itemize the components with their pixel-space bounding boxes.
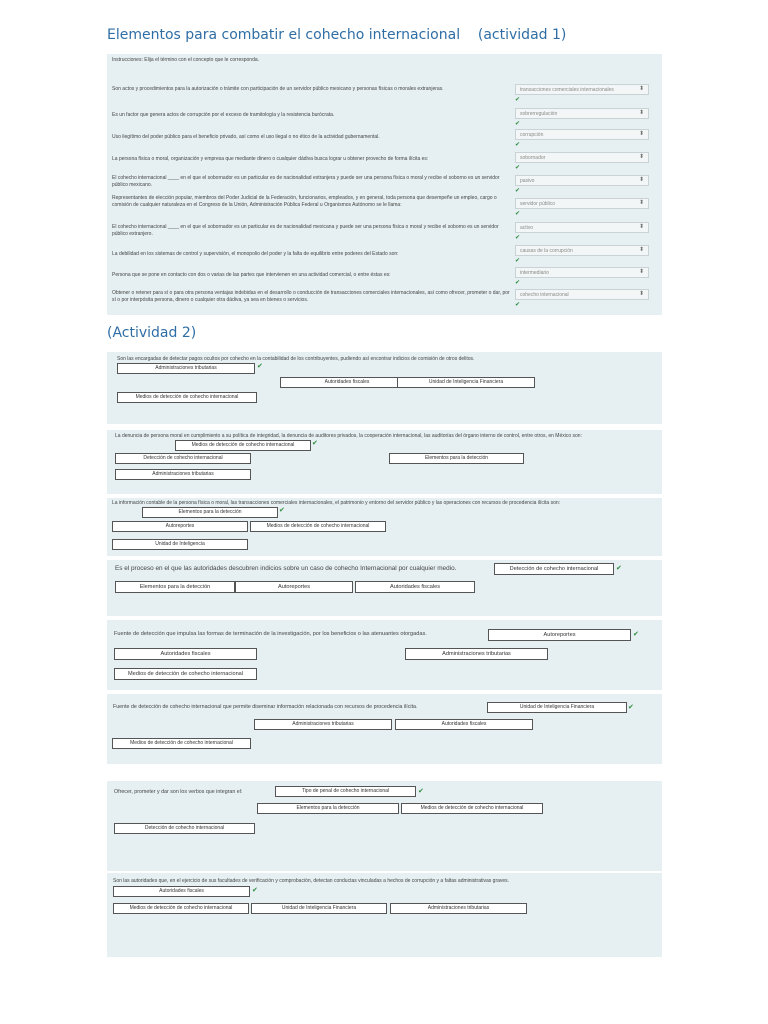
answer-drop-box[interactable]: Tipo de penal de cohecho internacional (275, 786, 416, 797)
select-value: sobrerregulación (520, 111, 558, 117)
dropdown-arrow-icon: ⬍ (638, 177, 644, 183)
dropdown-arrow-icon: ⬍ (638, 86, 644, 92)
answer-select[interactable] (515, 129, 649, 140)
draggable-option[interactable]: Unidad de Inteligencia (112, 539, 248, 550)
answer-select[interactable] (515, 175, 649, 186)
draggable-option[interactable]: Autoreportes (235, 581, 353, 593)
draggable-option[interactable]: Medios de detección de cohecho internacional (117, 392, 257, 403)
question-text: Persona que se pone en contacto con dos o varias de las partes que intervienen en una actividad comercial, o entre éstas es: (112, 272, 391, 278)
draggable-option[interactable]: Administraciones tributarias (405, 648, 548, 660)
draggable-option[interactable]: Administraciones tributarias (254, 719, 392, 730)
dropdown-arrow-icon: ⬍ (638, 247, 644, 253)
draggable-option[interactable]: Elementos para la detección (257, 803, 399, 814)
answer-select[interactable] (515, 222, 649, 233)
select-value: sobornador (520, 155, 546, 161)
draggable-option[interactable]: Elementos para la detección (115, 581, 235, 593)
check-icon: ✔ (628, 704, 634, 711)
question-text: La debilidad en los sistemas de control y supervisión, el monopolio del poder y la falta de equilibrio entre poderes del Estado son: (112, 251, 399, 257)
draggable-option[interactable]: Autoridades fiscales (280, 377, 414, 388)
question-block (107, 873, 662, 957)
select-value: activo (520, 225, 534, 231)
check-icon: ✔ (633, 631, 639, 638)
draggable-option[interactable]: Autoridades fiscales (395, 719, 533, 730)
draggable-option[interactable]: Detección de cohecho internacional (114, 823, 255, 834)
draggable-option[interactable]: Medios de detección de cohecho internacional (112, 738, 251, 749)
activity-1-title: Elementos para combatir el cohecho internacional (actividad 1) (107, 27, 567, 43)
question-block (107, 498, 662, 556)
draggable-option[interactable]: Medios de detección de cohecho internacional (113, 903, 249, 914)
dropdown-arrow-icon: ⬍ (638, 224, 644, 230)
draggable-option[interactable]: Administraciones tributarias (390, 903, 527, 914)
check-icon: ✔ (515, 211, 521, 217)
question-block (107, 430, 662, 494)
dropdown-arrow-icon: ⬍ (638, 269, 644, 275)
dropdown-arrow-icon: ⬍ (638, 131, 644, 137)
check-icon: ✔ (312, 440, 318, 447)
draggable-option[interactable]: Unidad de Inteligencia Financiera (251, 903, 387, 914)
check-icon: ✔ (515, 235, 521, 241)
select-value: cohecho internacional (520, 292, 569, 298)
check-icon: ✔ (515, 280, 521, 286)
question-block (107, 352, 662, 424)
question-text: Es un factor que genera actos de corrupción por el exceso de tramitología y la resistencia burócrata. (112, 112, 335, 118)
draggable-option[interactable]: Detección de cohecho internacional (115, 453, 251, 464)
draggable-option[interactable]: Elementos para la detección (389, 453, 524, 464)
select-value: transacciones comerciales internacionales (520, 87, 614, 93)
answer-select[interactable] (515, 245, 649, 256)
activity-2-title: (Actividad 2) (107, 325, 197, 341)
select-value: pasivo (520, 178, 535, 184)
draggable-option[interactable]: Autoridades fiscales (114, 648, 257, 660)
check-icon: ✔ (515, 188, 521, 194)
question-text: Fuente de detección que impulsa las formas de terminación de la investigación, por los beneficios o las atenuantes otorgadas. (114, 631, 427, 637)
draggable-option[interactable]: Medios de detección de cohecho internacional (401, 803, 543, 814)
check-icon: ✔ (515, 302, 521, 308)
check-icon: ✔ (515, 142, 521, 148)
answer-drop-box[interactable]: Autoreportes (488, 629, 631, 641)
check-icon: ✔ (515, 258, 521, 264)
question-text: Es el proceso en el que las autoridades descubren indicios sobre un caso de cohecho Internacional por cualquier medio. (115, 565, 457, 572)
question-block (107, 781, 662, 871)
answer-drop-box[interactable]: Elementos para la detección (142, 507, 278, 518)
draggable-option[interactable]: Autoreportes (112, 521, 248, 532)
check-icon: ✔ (252, 887, 258, 894)
question-text: Son las encargadas de detectar pagos ocultos por cohecho en la contabilidad de los contribuyentes, pudiendo así encontrar indicios de comisión de otros delitos. (117, 356, 475, 362)
answer-drop-box[interactable]: Unidad de Inteligencia Financiera (487, 702, 627, 713)
draggable-option[interactable]: Medios de detección de cohecho internacional (250, 521, 386, 532)
question-text: Son las autoridades que, en el ejercicio de sus facultades de verificación y comprobación, detectan conductas vinculadas a hechos de corrupción y a faltas administrativas graves. (113, 878, 510, 884)
answer-select[interactable] (515, 108, 649, 119)
answer-drop-box[interactable]: Medios de detección de cohecho internacional (175, 440, 311, 451)
question-text: Obtener o retener para sí o para otra persona ventajas indebidas en el desarrollo o conducción de transacciones comerciales internacionales, así como ofrecer, prometer o dar, por sí o por interpósita persona, dinero o cualquier otra dádiva, ya sea en bienes o servicios. (112, 290, 510, 303)
check-icon: ✔ (515, 165, 521, 171)
check-icon: ✔ (279, 507, 285, 514)
question-text: La información contable de la persona física o moral, las transacciones comerciales internacionales, el patrimonio y entorno del servidor público y las operaciones con recursos de procedencia ilícita son: (112, 500, 561, 506)
answer-drop-box[interactable]: Detección de cohecho internacional (494, 563, 614, 575)
check-icon: ✔ (616, 565, 622, 572)
question-block (107, 560, 662, 616)
select-value: servidor público (520, 201, 556, 207)
answer-select[interactable] (515, 267, 649, 278)
activity-1-panel (107, 54, 662, 315)
select-value: corrupción (520, 132, 544, 138)
question-text: Uso ilegítimo del poder público para el beneficio privado, así como el uso ilegal o no ético de la actividad gubernamental. (112, 134, 380, 140)
check-icon: ✔ (418, 788, 424, 795)
answer-drop-box[interactable]: Autoridades fiscales (113, 886, 250, 897)
answer-select[interactable] (515, 152, 649, 163)
question-block (107, 620, 662, 690)
draggable-option[interactable]: Administraciones tributarias (115, 469, 251, 480)
question-text: Son actos y procedimientos para la autorización o trámite con participación de un servidor público mexicano y personas físicas o morales extranjeras. (112, 86, 444, 92)
select-value: intermediario (520, 270, 549, 276)
dropdown-arrow-icon: ⬍ (638, 154, 644, 160)
dropdown-arrow-icon: ⬍ (638, 291, 644, 297)
check-icon: ✔ (515, 97, 521, 103)
answer-select[interactable] (515, 198, 649, 209)
draggable-option[interactable]: Autoridades fiscales (355, 581, 475, 593)
dropdown-arrow-icon: ⬍ (638, 110, 644, 116)
question-block (107, 694, 662, 764)
draggable-option[interactable]: Medios de detección de cohecho internacional (114, 668, 257, 680)
dropdown-arrow-icon: ⬍ (638, 200, 644, 206)
answer-drop-box[interactable]: Administraciones tributarias (117, 363, 255, 374)
answer-select[interactable] (515, 84, 649, 95)
question-text: Representantes de elección popular, miembros del Poder Judicial de la Federación, funcionarios, empleados, y en general, toda persona que desempeñe un empleo, cargo o comisión de cualquier naturaleza en el Congreso de la Unión, Administración Pública Federal u Organismos Autónomo se le llama: (112, 195, 497, 208)
check-icon: ✔ (257, 363, 263, 370)
answer-select[interactable] (515, 289, 649, 300)
question-text: Fuente de detección de cohecho internacional que permite diseminar información relacionada con recursos de procedencia ilícita. (113, 704, 418, 710)
check-icon: ✔ (515, 121, 521, 127)
select-value: causas de la corrupción (520, 248, 573, 254)
question-text: El cohecho internacional ____ en el que el sobornador es un particular es de nacionalidad mexicana y puede ser una persona física o moral y recibe el soborno es un servidor público extranjero. (112, 224, 499, 237)
instructions: Instrucciones: Elija el término con el concepto que le corresponda. (112, 57, 260, 63)
question-text: La denuncia de persona moral en cumplimiento a su política de integridad, la denuncia de auditores privados, la cooperación internacional, las auditorías del órgano interno de control, entre otros, en México son: (115, 433, 582, 439)
question-text: El cohecho internacional ____ en el que el sobornador es un particular es de nacionalidad extranjera y puede ser una persona física o moral y recibe el soborno es un servidor público mexicano. (112, 175, 500, 188)
draggable-option[interactable]: Unidad de Inteligencia Financiera (397, 377, 535, 388)
question-text: Ofrecer, prometer y dar son los verbos que integran el: (114, 789, 243, 795)
question-text: La persona física o moral, organización y empresa que mediante dinero o cualquier dádiva busca lograr u obtener provecho de forma ilícita es: (112, 156, 429, 162)
